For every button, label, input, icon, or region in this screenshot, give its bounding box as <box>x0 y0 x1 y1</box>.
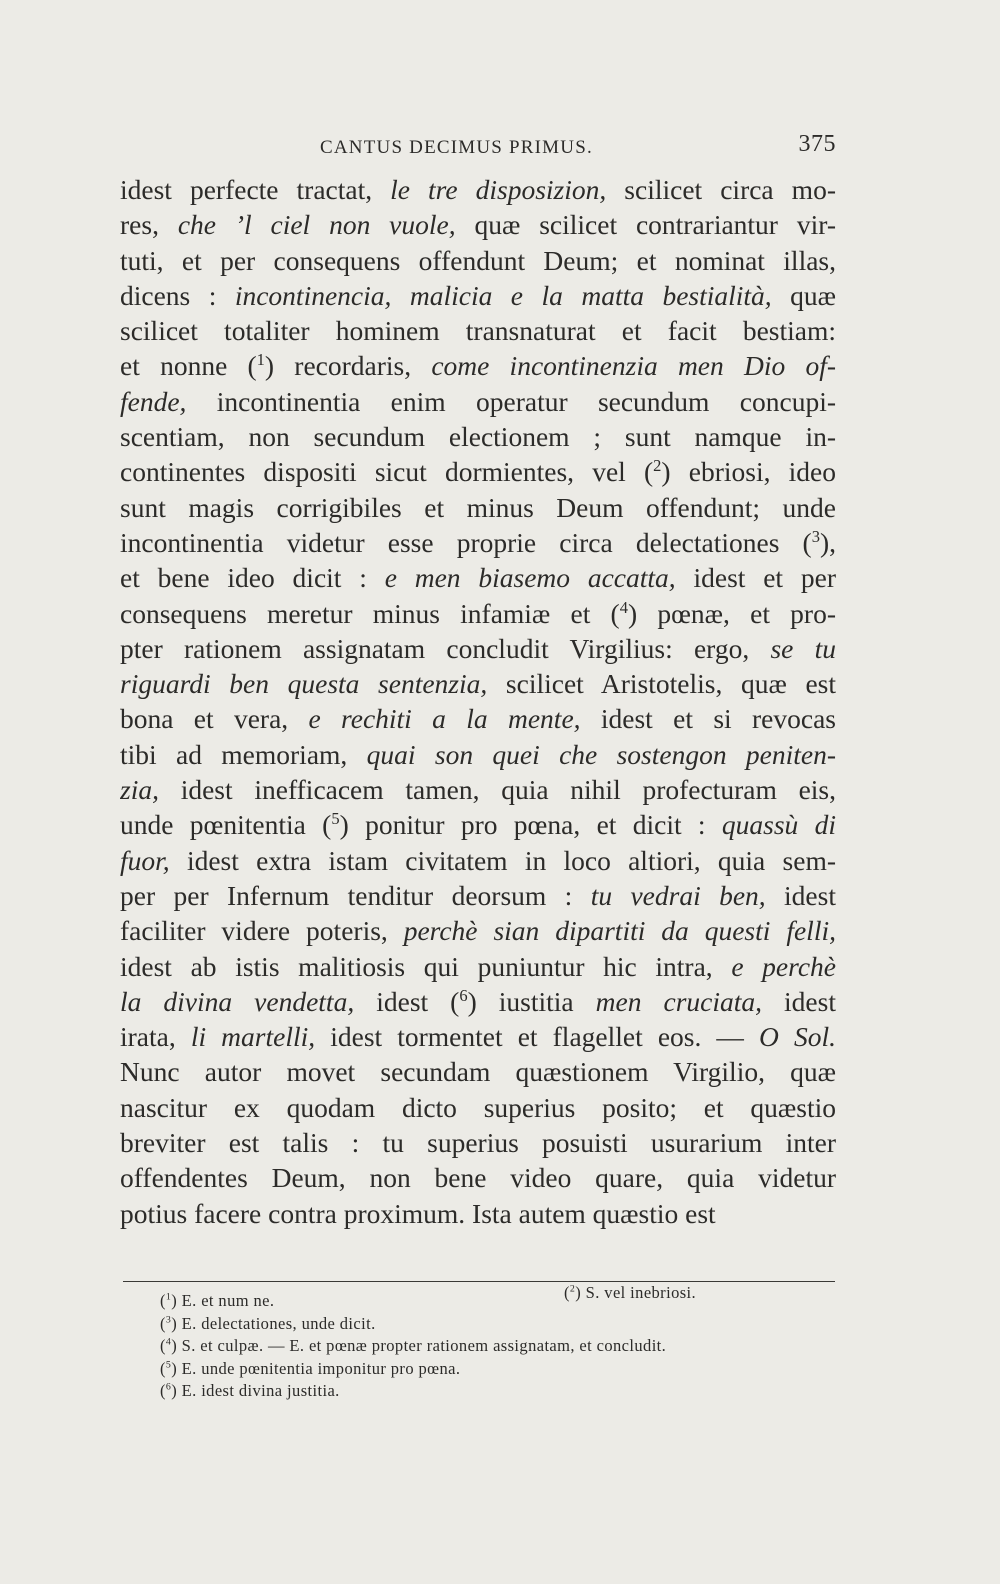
text-line: breviter est talis : tu superius posuisti usurarium inter <box>120 1127 836 1159</box>
text-line: per per Infernum tenditur deorsum : tu vedrai ben, idest <box>120 879 836 911</box>
footnote-2: ($^2$) S. vel inebriosi. <box>564 1283 697 1302</box>
text-line: et nonne ($^1$) recordaris, come incontinenzia men Dio of- <box>120 350 836 382</box>
footnotes <box>160 1283 836 1403</box>
text-line: unde pœnitentia ($^5$) ponitur pro pœna, et dicit : quassù di <box>120 809 836 841</box>
text-line: riguardi ben questa sentenzia, scilicet Aristotelis, quæ est <box>120 668 836 700</box>
text-line: idest ab istis malitiosis qui puniuntur hic intra, e perchè <box>120 950 836 982</box>
footnote-5: ($^5$) E. unde pœnitentia imponitur pro pœna. <box>160 1358 461 1378</box>
text-line: res, che ’l ciel non vuole, quæ scilicet contrariantur vir- <box>120 209 836 241</box>
text-line: et bene ideo dicit : e men biasemo accatta, idest et per <box>120 562 836 594</box>
text-line: continentes dispositi sicut dormientes, vel ($^2$) ebriosi, ideo <box>120 456 836 488</box>
running-title: CANTUS DECIMUS PRIMUS. <box>320 137 593 158</box>
page-number: 375 <box>798 131 836 157</box>
text-line: Nunc autor movet secundam quæstionem Virgilio, quæ <box>120 1056 836 1088</box>
text-line: la divina vendetta, idest ($^6$) iustitia men cruciata, idest <box>120 985 836 1017</box>
text-line: incontinentia videtur esse proprie circa delectationes ($^3$), <box>120 526 836 558</box>
text-line: zia, idest inefficacem tamen, quia nihil profecturam eis, <box>120 774 836 806</box>
text-line: faciliter videre poteris, perchè sian dipartiti da questi felli, <box>120 915 836 947</box>
text-line: tuti, et per consequens offendunt Deum; et nominat illas, <box>120 244 836 276</box>
footnote-4: ($^4$) S. et culpæ. — E. et pœnæ propter rationem assignatam, et concludit. <box>160 1336 667 1355</box>
footnote-rule <box>123 1281 835 1282</box>
text-line: idest perfecte tractat, le tre disposizion, scilicet circa mo- <box>120 174 836 205</box>
text-line: sunt magis corrigibiles et minus Deum offendunt; unde <box>120 491 836 523</box>
text-line: dicens : incontinencia, malicia e la matta bestialità, quæ <box>120 279 836 311</box>
text-line: fuor, idest extra istam civitatem in loco altiori, quia sem- <box>120 844 836 876</box>
footnote-1: ($^1$) E. et num ne. <box>160 1291 275 1310</box>
running-head <box>120 131 836 171</box>
text-line: fende, incontinentia enim operatur secundum concupi- <box>120 385 836 417</box>
footnote-6: ($^6$) E. idest divina justitia. <box>160 1381 340 1400</box>
text-line: consequens meretur minus infamiæ et ($^4$) pœnæ, et pro- <box>120 597 836 629</box>
footnote-3: ($^3$) E. delectationes, unde dicit. <box>160 1313 376 1333</box>
text-line: irata, li martelli, idest tormentet et flagellet eos. — O Sol. <box>120 1021 836 1053</box>
text-line: nascitur ex quodam dicto superius posito; et quæstio <box>120 1091 836 1123</box>
text-line: tibi ad memoriam, quai son quei che sostengon peniten- <box>120 738 836 770</box>
text-line: potius facere contra proximum. Ista autem quæstio est <box>120 1197 716 1229</box>
text-line: scilicet totaliter hominem transnaturat et facit bestiam: <box>120 315 836 347</box>
text-line: bona et vera, e rechiti a la mente, idest et si revocas <box>120 703 836 735</box>
text-line: pter rationem assignatam concludit Virgilius: ergo, se tu <box>120 632 836 664</box>
body-text <box>120 172 836 1231</box>
text-line: scentiam, non secundum electionem ; sunt namque in- <box>120 421 836 453</box>
text-line: offendentes Deum, non bene video quare, quia videtur <box>120 1162 836 1194</box>
